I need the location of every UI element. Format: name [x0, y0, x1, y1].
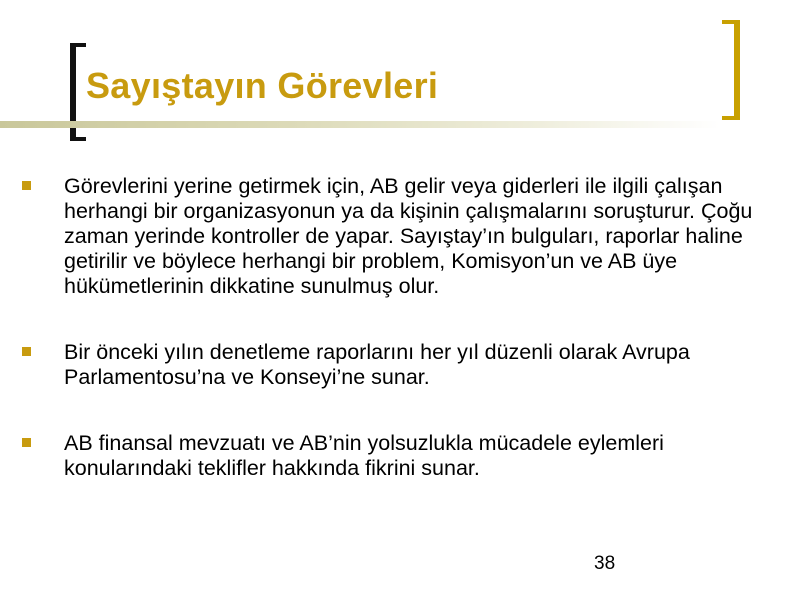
bullet-text: Bir önceki yılın denetleme raporlarını her yıl düzenli olarak Avrupa Parlamentosu’na ve Konseyi’ne sunar. — [64, 340, 690, 389]
bullet-item — [22, 174, 772, 299]
bullet-text: Görevlerini yerine getirmek için, AB gelir veya giderleri ile ilgili çalışan herhangi bir organizasyonun ya da kişinin çalışmalarını soruşturur. Çoğu zaman yerinde kontroller de yapar. Sayıştay’ın bulguları, raporlar haline getirilir ve böylece herhangi bir problem, Komisyon’un ve AB üye hükümetlerinin dikkatine sunulmuş olur. — [64, 174, 753, 298]
bullet-text: AB finansal mevzuatı ve AB’nin yolsuzlukla mücadele eylemleri konularındaki teklifler hakkında fikrini sunar. — [64, 431, 664, 480]
page-number: 38 — [594, 553, 616, 574]
title-underline-bar — [0, 121, 720, 128]
bullet-item — [22, 431, 772, 481]
slide-title: Sayıştayın Görevleri — [86, 65, 439, 106]
square-bullet-icon — [22, 438, 31, 447]
bullet-list — [22, 174, 772, 481]
bullet-item — [22, 340, 772, 390]
square-bullet-icon — [22, 347, 31, 356]
title-right-bracket — [722, 20, 740, 120]
square-bullet-icon — [22, 181, 31, 190]
